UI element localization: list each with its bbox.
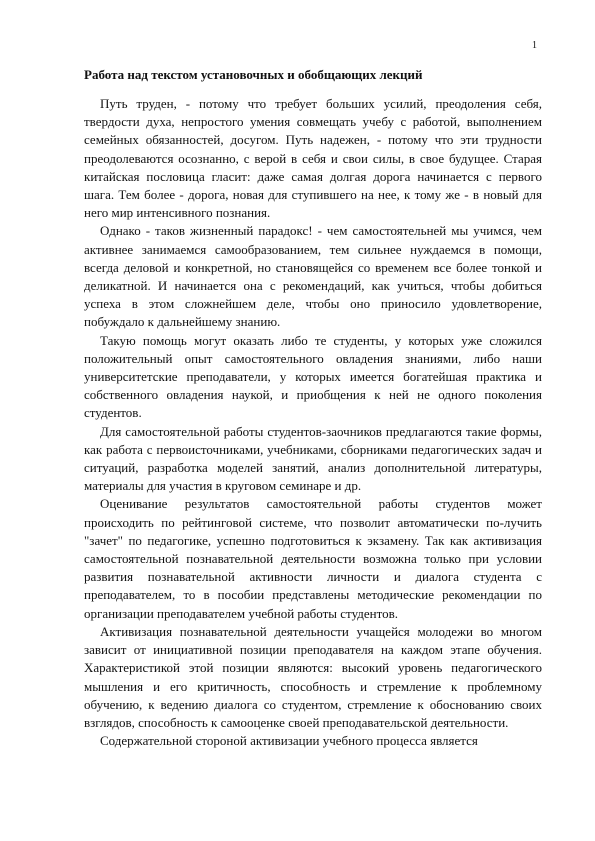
- document-body: [84, 66, 542, 750]
- paragraph-5: Оценивание результатов самостоятельной работы студентов может происходить по рейтинговой системе, что позволит автоматически по-лучить "зачет" по педагогике, успешно подготовиться к экзамену. Так как активизация самостоятельной познавательной деятельности возможна только при условии развития познавательной активности личности и диалога студента с преподавателем, то в пособии представлены методические рекомендации по организации преподавателем учебной работы студентов.: [84, 496, 542, 621]
- paragraph-4: Для самостоятельной работы студентов-заочников предлагаются такие формы, как работа с первоисточниками, учебниками, сборниками педагогических задач и ситуаций, разработка моделей занятий, анализ дополнительной литературы, материалы для участия в круговом семинаре и др.: [84, 423, 542, 494]
- paragraph-1: Путь труден, - потому что требует больших усилий, преодоления себя, твердости духа, непростого умения совмещать учебу с работой, выполнением семейных обязанностей, досугом. Путь надежен, - потому что эти трудности преодолеваются осознанно, с верой в себя и свои силы, в свое будущее. Старая китайская пословица гласит: даже самая долгая дорога начинается с первого шага. Тем более - дорога, новая для ступившего на нее, к тому же - в новый для него мир интенсивного познания.: [84, 96, 542, 221]
- paragraph-6: Активизация познавательной деятельности учащейся молодежи во многом зависит от инициативной позиции преподавателя на каждом этапе обучения. Характеристикой этой позиции являются: высокий уровень педагогического мышления и его критичность, способность и стремление к проблемному обучению, к ведению диалога со студентом, стремление к обоснованию своих взглядов, способность к самооценке своей преподавательской деятельности.: [84, 623, 542, 730]
- page-number: 1: [532, 40, 537, 51]
- paragraph-3: Такую помощь могут оказать либо те студенты, у которых уже сложился положительный опыт самостоятельного овладения знаниями, либо наши университетские преподаватели, у которых имеется богатейшая практика и собственного овладения наукой, и приобщения к ней не одного поколения студентов.: [84, 332, 542, 421]
- document-title: Работа над текстом установочных и обобщающих лекций: [84, 67, 423, 82]
- paragraph-7: Содержательной стороной активизации учебного процесса является: [100, 733, 478, 749]
- paragraph-2: Однако - таков жизненный парадокс! - чем самостоятельней мы учимся, чем активнее занимаемся самообразованием, тем сильнее нуждаемся в помощи, всегда деловой и конкретной, но становящейся со временем все более тонкой и деликатной. И начинается она с рекомендаций, как учиться, чтобы добиться успеха в этом сложнейшем деле, чтобы оно приносило удовлетворение, побуждало к дальнейшему знанию.: [84, 223, 542, 330]
